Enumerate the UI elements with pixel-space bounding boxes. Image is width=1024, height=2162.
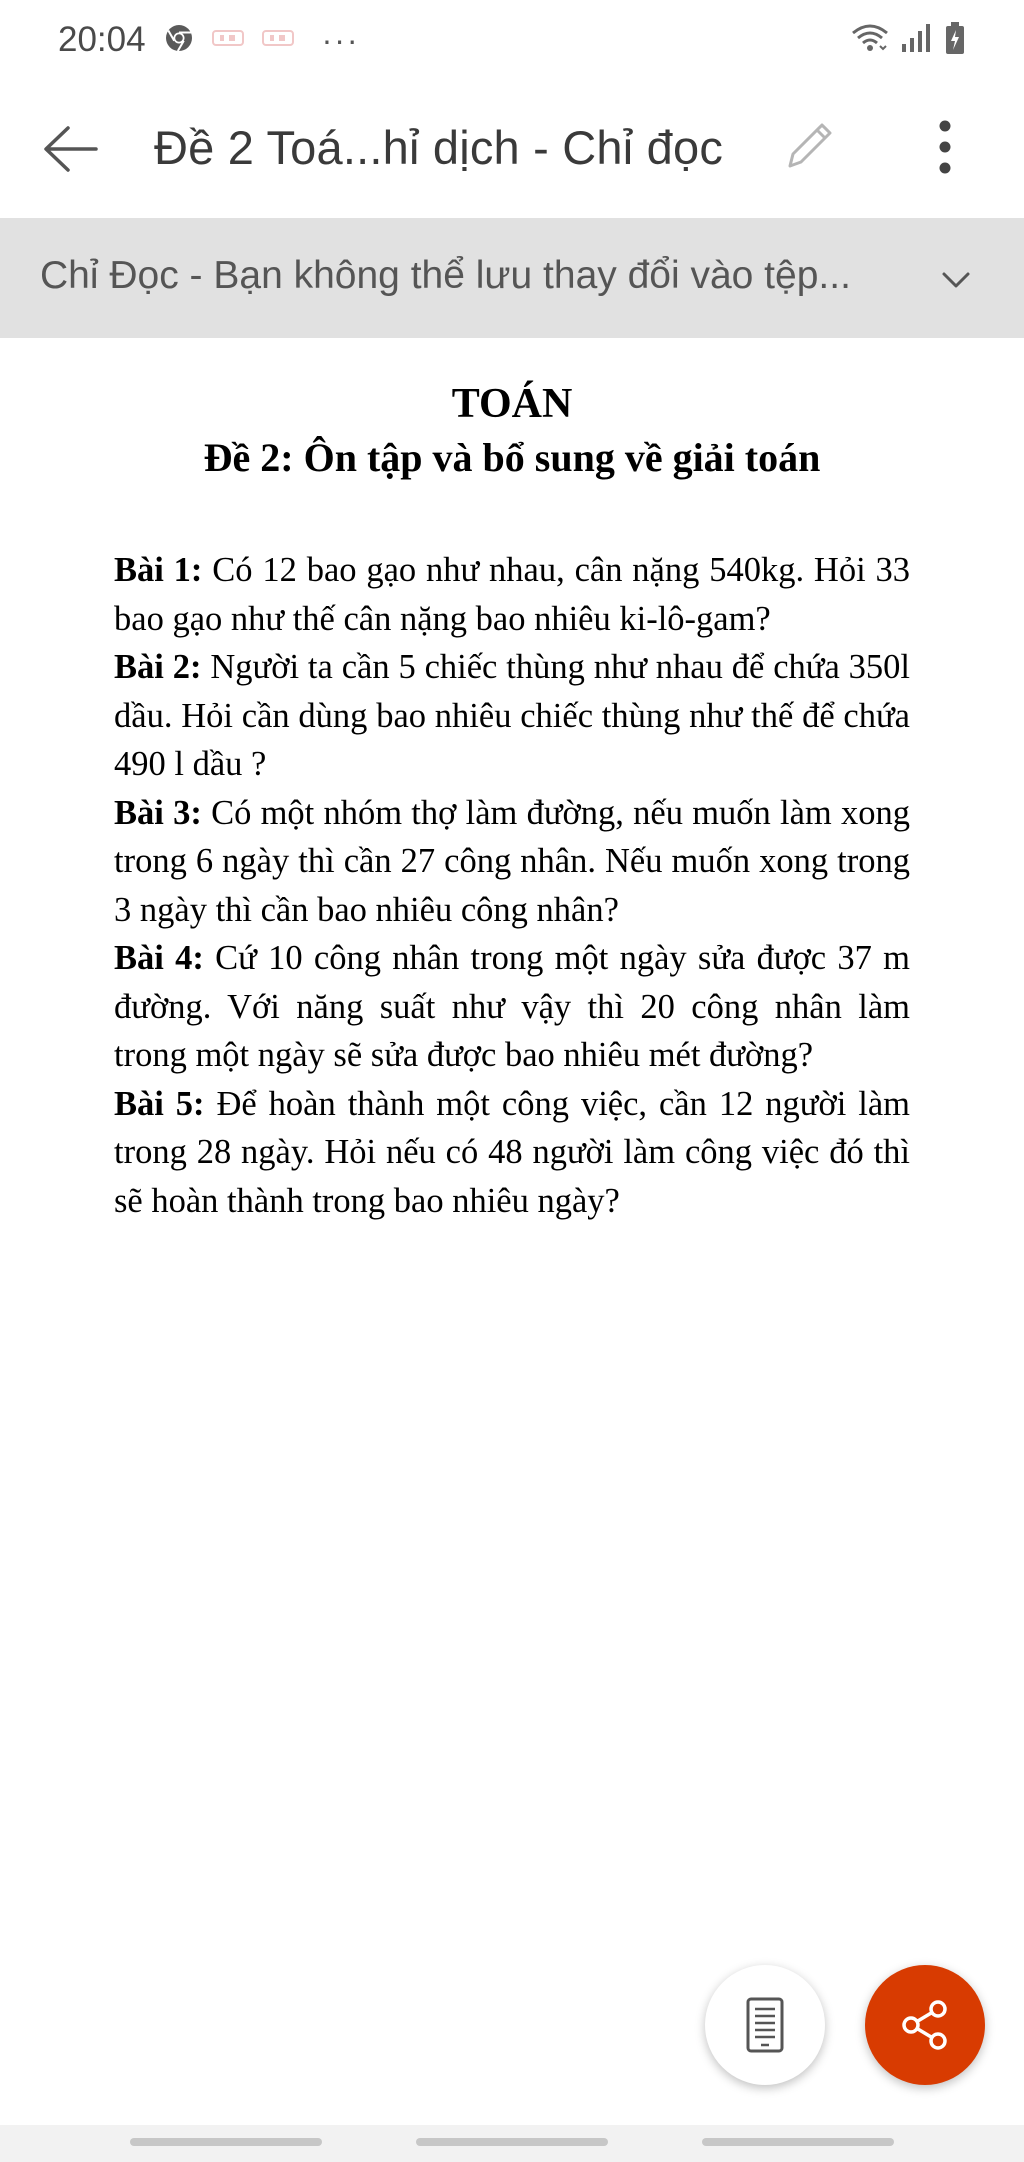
problem-item xyxy=(114,934,910,1080)
chevron-down-icon xyxy=(936,260,976,300)
back-arrow-icon xyxy=(40,118,102,180)
mobile-view-button[interactable] xyxy=(705,1965,825,2085)
notification-icon xyxy=(212,28,244,53)
problem-text: Có một nhóm thợ làm đường, nếu muốn làm xong trong 6 ngày thì cần 27 công nhân. Nếu muốn xong trong 3 ngày thì cần bao nhiêu công nhân? xyxy=(114,793,910,929)
problem-item xyxy=(114,789,910,935)
document-subject: TOÁN xyxy=(451,381,573,427)
document-title: Đề 2 Toá...hỉ dịch - Chỉ đọc xyxy=(154,121,724,174)
system-nav-bar xyxy=(0,2125,1024,2162)
problem-item xyxy=(114,643,910,789)
notification-icon xyxy=(262,28,294,53)
chrome-icon xyxy=(164,23,194,58)
problem-label: Bài 2: xyxy=(114,648,202,686)
battery-icon xyxy=(944,21,966,60)
signal-icon xyxy=(900,22,934,59)
problem-text: Cứ 10 công nhân trong một ngày sửa được 37 m đường. Với năng suất như vậy thì 20 công nhân làm trong một ngày sẽ sửa được bao nhiêu mét đường? xyxy=(114,939,910,1074)
problem-list xyxy=(114,546,910,1225)
problem-text: Để hoàn thành một công việc, cần 12 người làm trong 28 ngày. Hỏi nếu có 48 người làm công việc đó thì sẽ hoàn thành trong bao nhiêu ngày? xyxy=(114,1084,910,1220)
problem-label: Bài 3: xyxy=(114,793,202,832)
status-time: 20:04 xyxy=(58,20,146,59)
problem-text: Có 12 bao gạo như nhau, cân nặng 540kg. Hỏi 33 bao gạo như thế cân nặng bao nhiêu ki-lô-gam? xyxy=(114,551,910,638)
share-button[interactable] xyxy=(865,1965,985,2085)
status-bar xyxy=(0,0,1024,80)
edit-button[interactable] xyxy=(778,116,838,176)
problem-text: Người ta cần 5 chiếc thùng như nhau để chứa 350l dầu. Hỏi cần dùng bao nhiêu chiếc thùng như thế để chứa 490 l dầu ? xyxy=(114,648,910,783)
more-notifications-icon: ··· xyxy=(321,22,360,58)
more-vertical-icon xyxy=(920,116,970,178)
share-icon xyxy=(895,1995,955,2055)
problem-item xyxy=(114,1080,910,1226)
mobile-view-icon xyxy=(742,1996,788,2054)
more-options-button[interactable] xyxy=(920,116,970,178)
back-nav-button[interactable] xyxy=(702,2138,894,2146)
recent-apps-button[interactable] xyxy=(130,2138,322,2146)
wifi-icon xyxy=(850,22,890,59)
document-heading: Đề 2: Ôn tập và bổ sung về giải toán xyxy=(203,435,821,480)
expand-banner-button[interactable] xyxy=(936,260,976,300)
home-button[interactable] xyxy=(416,2138,608,2146)
back-button[interactable] xyxy=(40,118,102,180)
app-bar xyxy=(0,80,1024,218)
pencil-icon xyxy=(778,116,838,176)
read-only-banner[interactable] xyxy=(0,218,1024,338)
problem-item xyxy=(114,546,910,643)
problem-label: Bài 4: xyxy=(114,939,204,977)
read-only-message: Chỉ Đọc - Bạn không thể lưu thay đổi vào tệp... xyxy=(40,254,851,297)
problem-label: Bài 1: xyxy=(114,551,203,589)
problem-label: Bài 5: xyxy=(114,1084,205,1123)
